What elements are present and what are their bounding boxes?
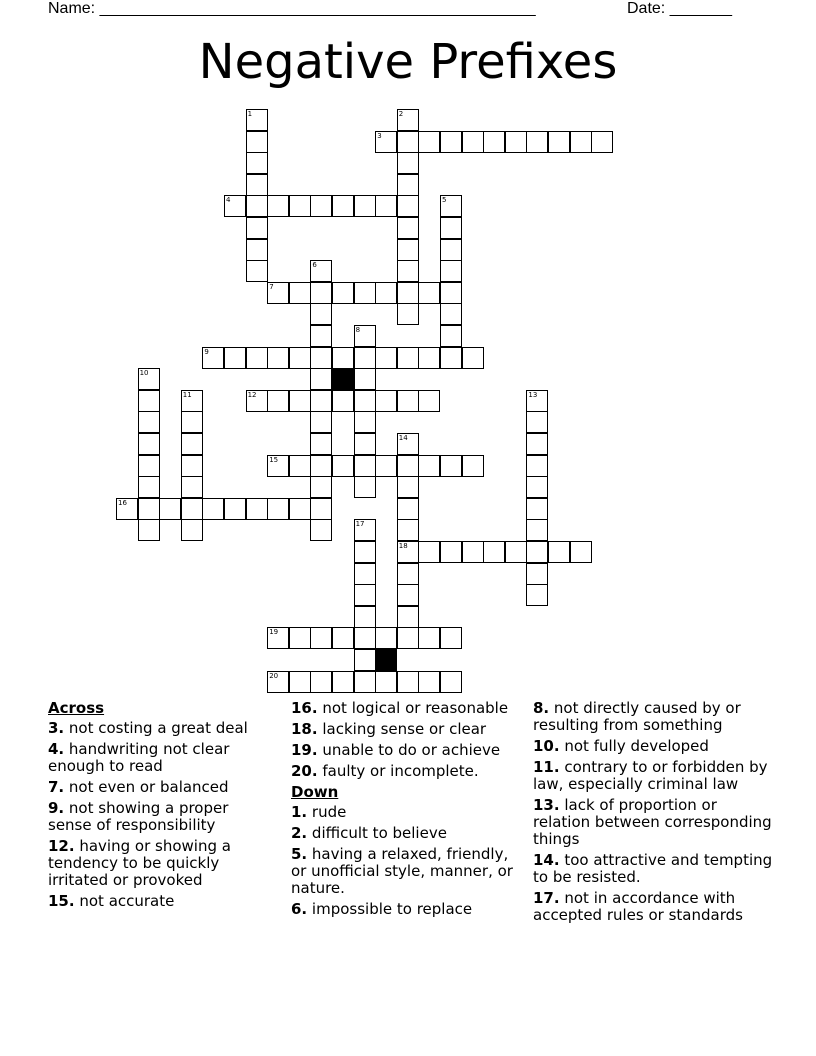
grid-cell[interactable] — [397, 347, 419, 369]
grid-cell[interactable] — [526, 411, 548, 433]
grid-cell[interactable] — [505, 131, 527, 153]
grid-cell-number: 13 — [528, 390, 538, 399]
grid-cell[interactable] — [526, 498, 548, 520]
grid-cell[interactable] — [418, 671, 440, 693]
grid-cell[interactable] — [375, 282, 397, 304]
grid-cell-number: 6 — [312, 261, 317, 270]
grid-cell[interactable] — [397, 541, 419, 563]
grid-cell[interactable] — [397, 174, 419, 196]
grid-cell-number: 11 — [182, 390, 192, 399]
grid-cell[interactable] — [397, 239, 419, 261]
grid-cell[interactable] — [310, 411, 332, 433]
grid-cell[interactable] — [397, 627, 419, 649]
grid-cell[interactable] — [570, 131, 592, 153]
grid-cell[interactable] — [181, 476, 203, 498]
grid-cell[interactable] — [354, 541, 376, 563]
grid-cell[interactable] — [310, 325, 332, 347]
grid-cell[interactable] — [246, 195, 268, 217]
grid-cell[interactable] — [246, 260, 268, 282]
grid-cell[interactable] — [332, 671, 354, 693]
grid-cell[interactable] — [397, 476, 419, 498]
grid-cell[interactable] — [181, 455, 203, 477]
grid-cell[interactable] — [418, 541, 440, 563]
grid-cell[interactable] — [354, 671, 376, 693]
grid-cell[interactable] — [397, 195, 419, 217]
clue-across-16: 16. not logical or reasonable — [291, 699, 509, 717]
grid-cell-number: 8 — [355, 326, 361, 334]
grid-cell[interactable] — [354, 627, 376, 649]
grid-cell[interactable] — [397, 671, 419, 693]
grid-cell[interactable] — [310, 303, 332, 325]
grid-cell[interactable] — [526, 541, 548, 563]
grid-cell[interactable] — [418, 390, 440, 412]
grid-cell[interactable] — [440, 303, 462, 325]
across-heading: Across — [48, 699, 105, 717]
grid-cell[interactable] — [289, 347, 311, 369]
grid-cell[interactable] — [202, 347, 224, 369]
grid-cell[interactable] — [267, 390, 289, 412]
grid-cell[interactable] — [289, 627, 311, 649]
grid-cell[interactable] — [397, 455, 419, 477]
grid-cell[interactable] — [246, 239, 268, 261]
grid-cell[interactable] — [440, 239, 462, 261]
grid-cell[interactable] — [397, 152, 419, 174]
grid-cell[interactable] — [267, 282, 289, 304]
grid-cell[interactable] — [267, 671, 289, 693]
clue-down-17: 17. not in accordance with accepted rules or standards — [533, 889, 743, 924]
grid-cell[interactable] — [354, 368, 376, 390]
grid-cell[interactable] — [246, 174, 268, 196]
grid-cell-number: 7 — [269, 282, 274, 291]
grid-cell[interactable] — [310, 282, 332, 304]
clue-column-1 — [48, 700, 273, 914]
clue-across-20: 20. faulty or incomplete. — [291, 762, 479, 780]
clue-across-15: 15. not accurate — [48, 892, 175, 910]
grid-cell[interactable] — [505, 541, 527, 563]
grid-cell-number: 18 — [398, 542, 408, 550]
grid-cell[interactable] — [375, 455, 397, 477]
grid-cell[interactable] — [418, 282, 440, 304]
grid-cell[interactable] — [224, 195, 246, 217]
grid-cell-number: 17 — [355, 520, 365, 529]
grid-cell[interactable] — [526, 131, 548, 153]
grid-cell[interactable] — [397, 217, 419, 239]
grid-cell[interactable] — [310, 390, 332, 412]
grid-cell[interactable] — [138, 455, 160, 477]
grid-cell[interactable] — [397, 433, 419, 455]
grid-cell-number: 4 — [226, 196, 231, 205]
grid-cell[interactable] — [289, 498, 311, 520]
grid-cell[interactable] — [397, 260, 419, 282]
grid-cell[interactable] — [159, 498, 181, 520]
grid-cell[interactable] — [267, 627, 289, 649]
clue-down-6: 6. impossible to replace — [291, 900, 473, 918]
grid-cell[interactable] — [440, 627, 462, 649]
grid-cell[interactable] — [526, 519, 548, 541]
grid-cell[interactable] — [354, 195, 376, 217]
grid-cell[interactable] — [202, 498, 224, 520]
grid-cell[interactable] — [354, 563, 376, 585]
grid-cell[interactable] — [224, 347, 246, 369]
grid-cell[interactable] — [310, 476, 332, 498]
grid-cell[interactable] — [440, 282, 462, 304]
grid-cell[interactable] — [548, 541, 570, 563]
grid-cell[interactable] — [246, 109, 268, 131]
clue-across-3: 3. not costing a great deal — [48, 719, 248, 737]
grid-cell[interactable] — [440, 260, 462, 282]
clue-across-7: 7. not even or balanced — [48, 778, 229, 796]
grid-cell[interactable] — [246, 131, 268, 153]
grid-cell[interactable] — [354, 411, 376, 433]
grid-cell[interactable] — [138, 433, 160, 455]
grid-cell[interactable] — [138, 476, 160, 498]
name-field-label: Name: _________________________________________________ — [48, 0, 536, 17]
grid-cell[interactable] — [526, 476, 548, 498]
grid-cell[interactable] — [418, 347, 440, 369]
grid-cell[interactable] — [440, 195, 462, 217]
clue-across-9: 9. not showing a proper sense of responsibility — [48, 799, 229, 834]
clue-across-12: 12. having or showing a tendency to be quickly irritated or provoked — [48, 837, 231, 889]
grid-cell[interactable] — [138, 390, 160, 412]
grid-cell[interactable] — [181, 390, 203, 412]
grid-cell[interactable] — [310, 671, 332, 693]
grid-cell[interactable] — [246, 152, 268, 174]
clue-column-2 — [291, 700, 516, 922]
clue-across-18: 18. lacking sense or clear — [291, 720, 487, 738]
grid-cell[interactable] — [397, 109, 419, 131]
grid-cell-number: 15 — [269, 455, 279, 464]
grid-cell[interactable] — [354, 347, 376, 369]
grid-cell[interactable] — [138, 411, 160, 433]
black-square — [332, 368, 354, 390]
grid-cell[interactable] — [548, 131, 570, 153]
grid-cell[interactable] — [354, 649, 376, 671]
clue-down-2: 2. difficult to believe — [291, 824, 447, 842]
grid-cell[interactable] — [354, 390, 376, 412]
grid-cell[interactable] — [181, 411, 203, 433]
grid-cell[interactable] — [332, 627, 354, 649]
grid-cell[interactable] — [462, 347, 484, 369]
grid-cell[interactable] — [332, 282, 354, 304]
page-title: Negative Prefixes — [198, 34, 618, 90]
grid-cell[interactable] — [440, 541, 462, 563]
grid-cell[interactable] — [181, 519, 203, 541]
grid-cell[interactable] — [526, 390, 548, 412]
grid-cell[interactable] — [354, 455, 376, 477]
grid-cell[interactable] — [462, 455, 484, 477]
grid-cell[interactable] — [418, 455, 440, 477]
clue-down-1: 1. rude — [291, 803, 347, 821]
grid-cell[interactable] — [397, 303, 419, 325]
grid-cell[interactable] — [310, 433, 332, 455]
grid-cell[interactable] — [354, 282, 376, 304]
grid-cell[interactable] — [375, 131, 397, 153]
grid-cell[interactable] — [483, 131, 505, 153]
grid-cell[interactable] — [246, 498, 268, 520]
clue-down-8: 8. not directly caused by or resulting from something — [533, 699, 741, 734]
grid-cell[interactable] — [310, 627, 332, 649]
grid-cell[interactable] — [310, 455, 332, 477]
grid-cell[interactable] — [526, 584, 548, 606]
grid-cell[interactable] — [181, 433, 203, 455]
grid-cell[interactable] — [267, 347, 289, 369]
grid-cell[interactable] — [526, 455, 548, 477]
grid-cell[interactable] — [440, 455, 462, 477]
grid-cell[interactable] — [440, 131, 462, 153]
grid-cell[interactable] — [289, 282, 311, 304]
grid-cell[interactable] — [267, 498, 289, 520]
grid-cell[interactable] — [397, 498, 419, 520]
grid-cell[interactable] — [289, 195, 311, 217]
grid-cell[interactable] — [375, 195, 397, 217]
grid-cell[interactable] — [138, 519, 160, 541]
grid-cell[interactable] — [289, 390, 311, 412]
grid-cell[interactable] — [138, 368, 160, 390]
black-square — [375, 649, 397, 671]
grid-cell[interactable] — [591, 131, 613, 153]
grid-cell[interactable] — [440, 671, 462, 693]
grid-cell[interactable] — [418, 131, 440, 153]
grid-cell[interactable] — [526, 563, 548, 585]
grid-cell[interactable] — [332, 455, 354, 477]
clue-down-11: 11. contrary to or forbidden by law, especially criminal law — [533, 758, 768, 793]
grid-cell[interactable] — [310, 498, 332, 520]
grid-cell[interactable] — [246, 217, 268, 239]
grid-cell[interactable] — [354, 325, 376, 347]
grid-cell-number: 2 — [398, 110, 404, 118]
grid-cell[interactable] — [483, 541, 505, 563]
grid-cell[interactable] — [397, 519, 419, 541]
grid-cell[interactable] — [267, 455, 289, 477]
grid-cell[interactable] — [354, 519, 376, 541]
grid-cell[interactable] — [397, 131, 419, 153]
grid-cell-number: 5 — [442, 196, 447, 205]
date-field-label: Date: _______ — [627, 0, 732, 17]
grid-cell[interactable] — [526, 433, 548, 455]
grid-cell[interactable] — [397, 390, 419, 412]
grid-cell[interactable] — [462, 541, 484, 563]
grid-cell[interactable] — [462, 131, 484, 153]
grid-cell[interactable] — [375, 627, 397, 649]
grid-cell[interactable] — [332, 390, 354, 412]
grid-cell[interactable] — [224, 498, 246, 520]
grid-cell[interactable] — [246, 347, 268, 369]
grid-cell[interactable] — [310, 195, 332, 217]
grid-cell-number: 1 — [247, 110, 253, 118]
grid-cell[interactable] — [397, 282, 419, 304]
grid-cell-number: 16 — [118, 498, 127, 507]
grid-cell[interactable] — [181, 498, 203, 520]
grid-cell[interactable] — [310, 368, 332, 390]
grid-cell[interactable] — [289, 455, 311, 477]
grid-cell[interactable] — [354, 476, 376, 498]
grid-cell[interactable] — [138, 498, 160, 520]
grid-cell-number: 10 — [139, 369, 149, 378]
grid-cell[interactable] — [440, 347, 462, 369]
grid-cell-number: 12 — [247, 390, 257, 399]
grid-cell[interactable] — [310, 519, 332, 541]
grid-cell[interactable] — [332, 347, 354, 369]
grid-cell-number: 19 — [269, 628, 279, 637]
grid-cell[interactable] — [440, 217, 462, 239]
grid-cell-number: 14 — [398, 434, 408, 442]
grid-cell[interactable] — [397, 606, 419, 628]
clue-across-4: 4. handwriting not clear enough to read — [48, 740, 230, 775]
grid-cell[interactable] — [267, 195, 289, 217]
grid-cell[interactable] — [116, 498, 138, 520]
clue-across-19: 19. unable to do or achieve — [291, 741, 501, 759]
grid-cell[interactable] — [375, 671, 397, 693]
grid-cell[interactable] — [310, 260, 332, 282]
grid-cell[interactable] — [375, 390, 397, 412]
grid-cell-number: 9 — [204, 347, 209, 356]
grid-cell[interactable] — [397, 563, 419, 585]
grid-cell-number: 3 — [377, 131, 382, 140]
grid-cell-number: 20 — [269, 671, 279, 680]
clue-down-14: 14. too attractive and tempting to be resisted. — [533, 851, 773, 886]
grid-cell[interactable] — [354, 584, 376, 606]
clue-down-10: 10. not fully developed — [533, 737, 709, 755]
grid-cell[interactable] — [570, 541, 592, 563]
grid-cell[interactable] — [397, 584, 419, 606]
clue-down-5: 5. having a relaxed, friendly, or unofficial style, manner, or nature. — [291, 845, 513, 897]
down-heading: Down — [291, 783, 339, 801]
grid-cell[interactable] — [289, 671, 311, 693]
grid-cell[interactable] — [310, 347, 332, 369]
grid-cell[interactable] — [332, 195, 354, 217]
clue-column-3 — [533, 700, 773, 928]
grid-cell[interactable] — [418, 627, 440, 649]
grid-cell[interactable] — [354, 606, 376, 628]
grid-cell[interactable] — [375, 347, 397, 369]
grid-cell[interactable] — [354, 433, 376, 455]
grid-cell[interactable] — [440, 325, 462, 347]
clue-down-13: 13. lack of proportion or relation between corresponding things — [533, 796, 772, 848]
grid-cell[interactable] — [246, 390, 268, 412]
